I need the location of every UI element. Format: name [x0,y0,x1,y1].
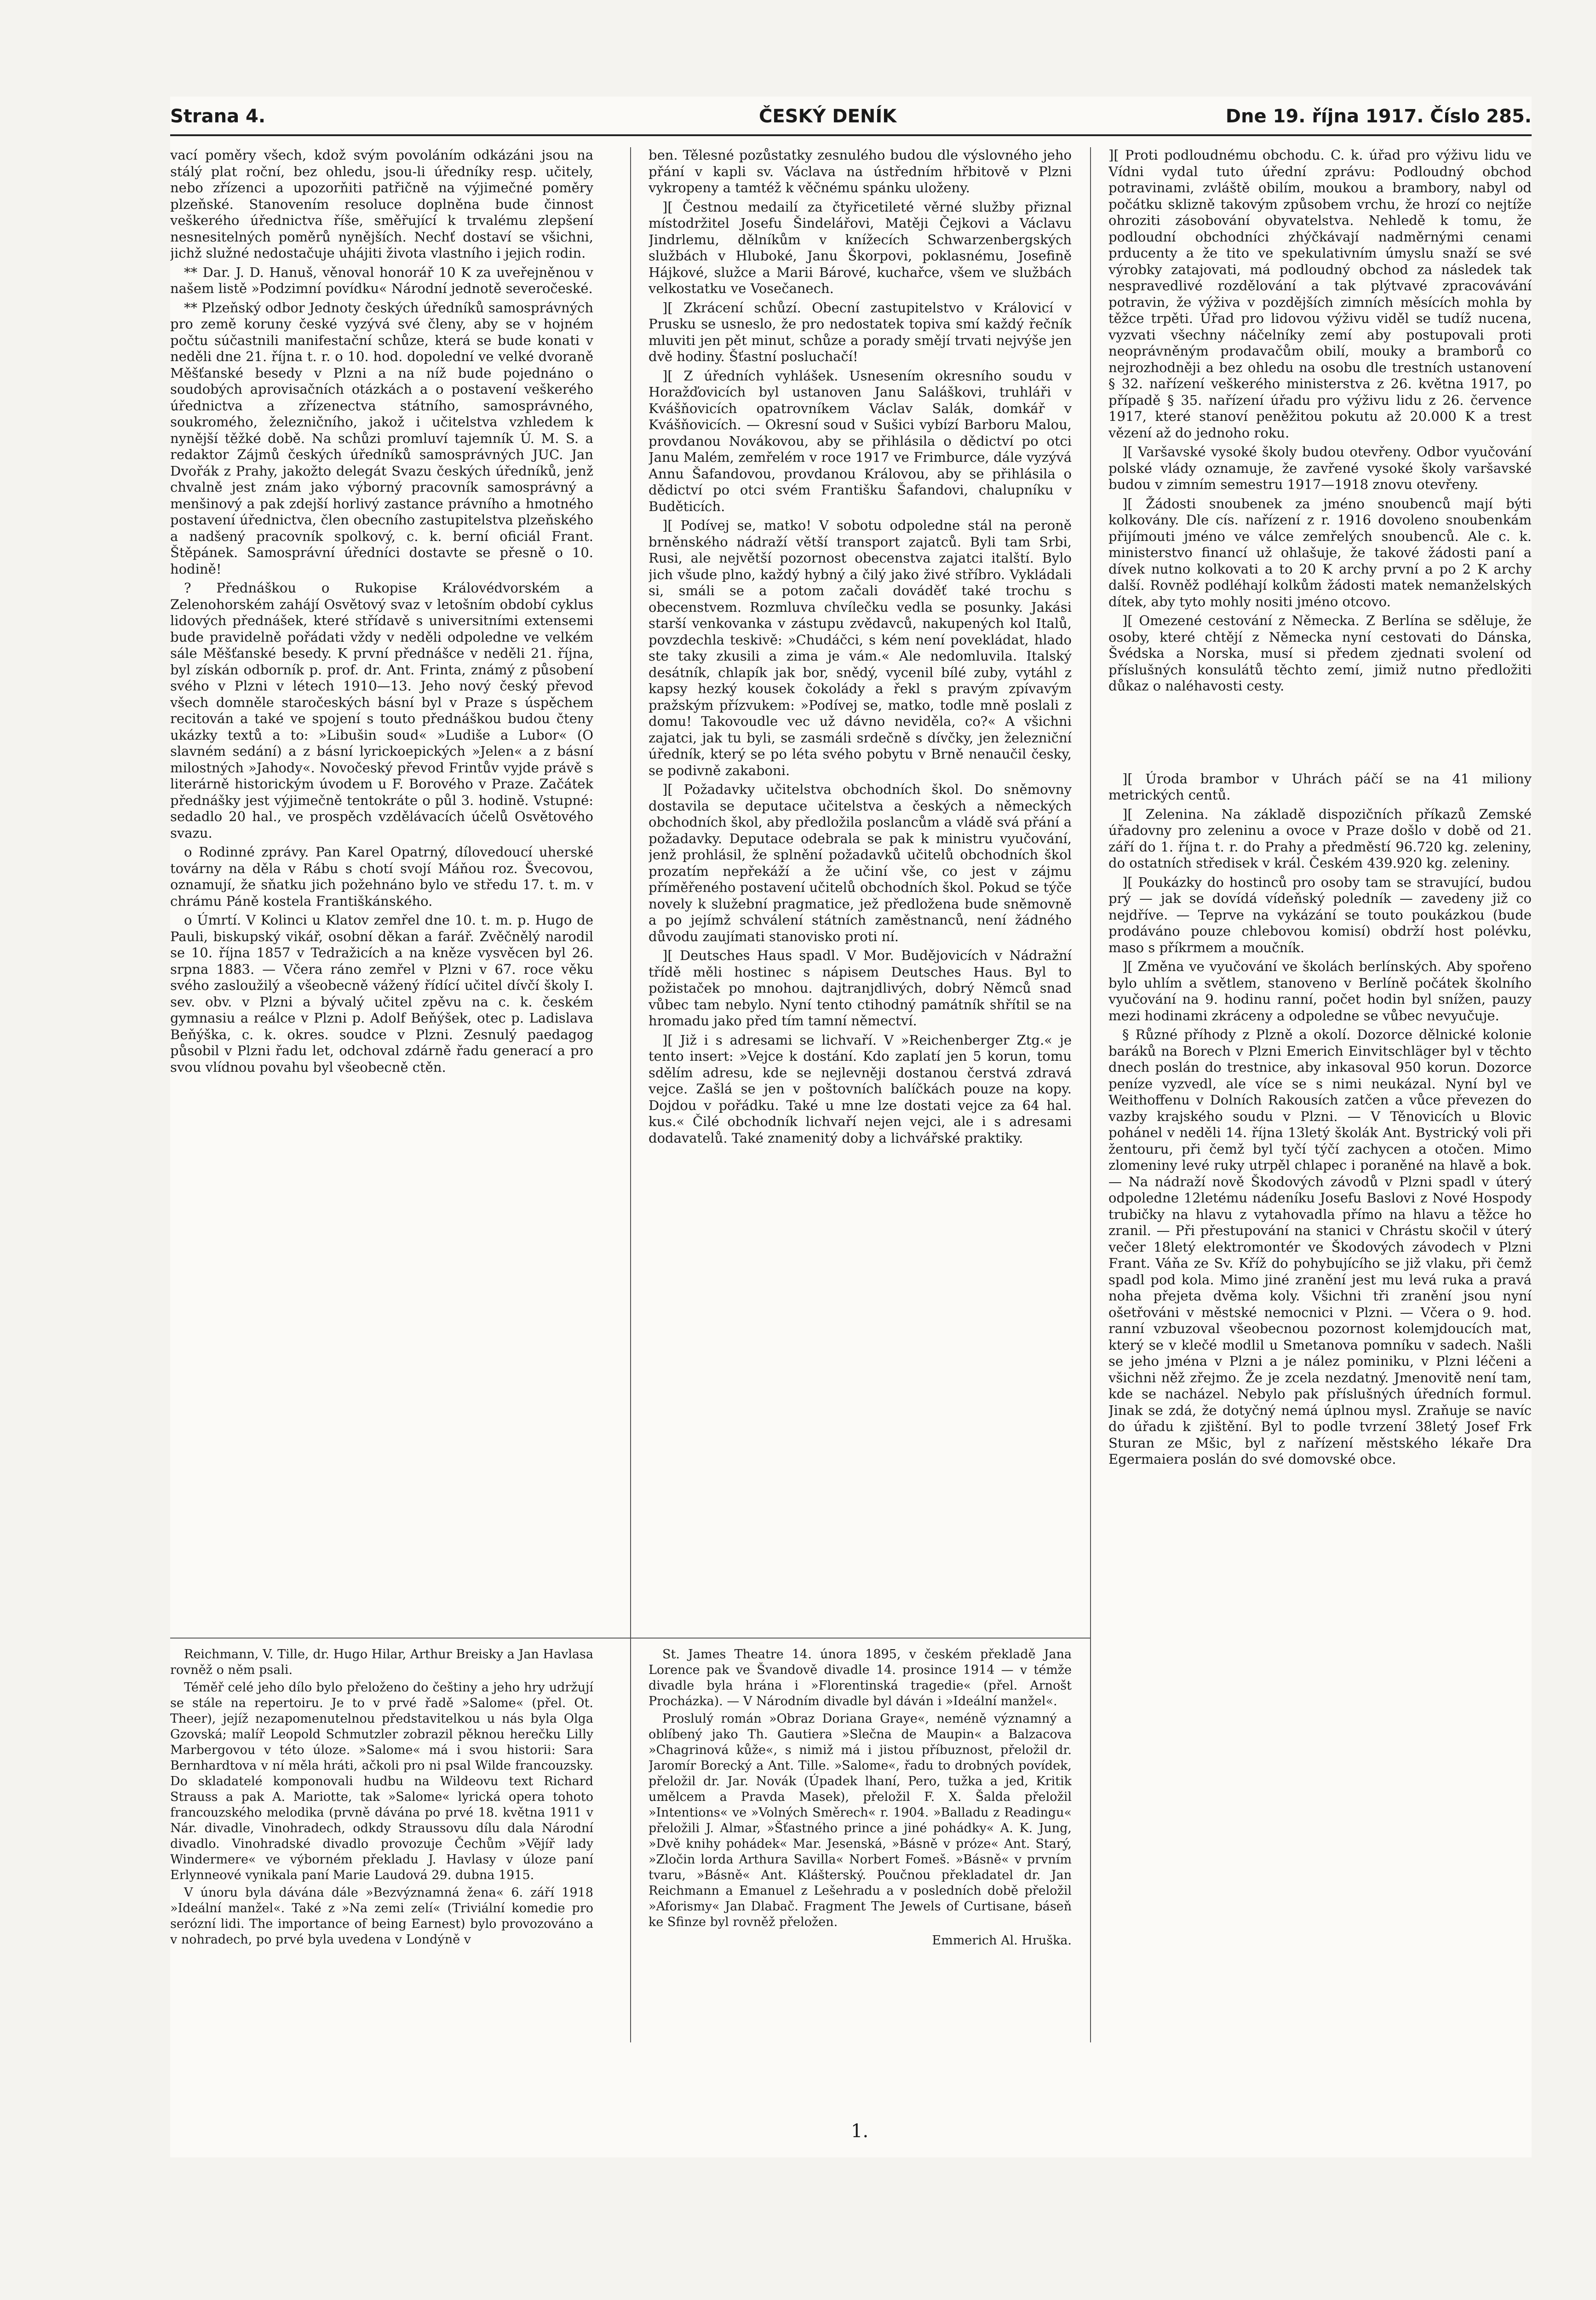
article: ][ Zkrácení schůzí. Obecní zastupitelstvo v Královicí v Prusku se usneslo, že pro nedostatek topiva smí každý řečník mluviti jen pět minut, schůze a porady smějí trvati nejvýše jen dvě hodiny. Šťastní posluchačí! [649,299,1072,364]
article: o Rodinné zprávy. Pan Karel Opatrný, dílovedoucí uherské továrny na děla v Rábu s chotí svojí Máňou roz. Švecovou, oznamují, že sňatku jich požehnáno bylo ve středu 17. t. m. v chrámu Páně kostela Františkánského. [170,844,593,909]
feuilleton-text: St. James Theatre 14. února 1895, v českém překladě Jana Lorence pak ve Švandově divadle 14. prosince 1914 — v témže divadle byla hrána i »Florentinská tragedie« (přel. Arnošt Procházka). — V Národním divadle byl dáván i »Ideální manžel«. [649,1647,1072,1708]
feuilleton-col-1 [170,1647,593,2121]
newspaper-page [170,97,1532,2157]
article: ** Plzeňský odbor Jednoty českých úředníků samosprávných pro země koruny české vyzývá své členy, aby se v hojném počtu súčastnili manifestační schůze, která se bude konati v neděli dne 21. října t. r. o 10. hod. dopolední ve velké dvoraně Měšťanské besedy v Plzni a na níž bude pojednáno o soudobých aprovisačních otázkách a o postavení veškerého úřednictva a zřízenectva státního, samosprávného, soukromého, železničního, jakož i učitelstva vzhledem k nynější těžké době. Na schůzi promluví tajemník Ú. M. S. a redaktor Zájmů českých úředníků samosprávných JUC. Jan Dvořák z Prahy, jakožto delegát Svazu českých úředníků, jenž chvalně jest znám jako výborný pracovník samosprávný a menšinový a pak zdejší horlivý zastance právního a hmotného postavení úřednictva, člen obecního zastupitelstva plzeňského a nadšený pracovník spolkový, c. k. berní oficiál Frant. Štěpánek. Samosprávní úředníci dostavte se přesně o 10. hodině! [170,299,593,577]
column-2 [649,147,1072,1661]
feuilleton-text: Proslulý román »Obraz Doriana Graye«, neméně významný a oblíbený jako Th. Gautiera »Slečna de Maupin« a Balzacova »Chagrinová kůže«, s nimiž má i jistou příbuznost, přeložil dr. Jaromír Borecký a Ant. Tille. »Salome«, řadu to drobných povídek, přeložil dr. Jar. Novák (Úpadek lhaní, Pero, tužka a jed, Kritik umělcem a Pravda Masek), přeložil F. X. Šalda přeložil »Intentions« ve »Volných Směrech« r. 1904. »Balladu z Readingu« přeložili J. Almar, »Šťastného prince a jiné pohádky« A. K. Jung, »Dvě knihy pohádek« Mar. Jesenská, »Básně v próze« Ant. Starý, »Zločin lorda Arthura Savilla« Norbert Fomeš. »Básně« v prvním tvaru, »Básně« Ant. Klášterský. Poučnou překladatel dr. Jan Reichmann a Emanuel z Lešehradu a v posledních době přeložil »Aforismy« Jan Dlabač. Fragment The Jewels of Curtisane, báseň ke Sfinze byl rovněž přeložen. [649,1712,1072,1929]
article: o Úmrtí. V Kolinci u Klatov zemřel dne 10. t. m. p. Hugo de Pauli, biskupský vikář, osobní děkan a farář. Zvěčnělý narodil se 10. října 1857 v Tedražicích a na kněze vysvěcen byl 26. srpna 1883. — Včera ráno zemřel v Plzni v 67. roce věku svého zasloužilý a všeobecně vážený řídící učitel dívčí školy I. sev. obv. v Plzni a bývalý učitel zpěvu na c. k. českém gymnasiu a reálce v Plzni p. Adolf Beňýšek, otec p. Ladislava Beňýška, c. k. okres. soudce v Plzni. Zesnulý paedagog působil v Plzni řadu let, odchoval zdárně řadu generací a pro svou vlídnou povahu byl všeobecně ctěn. [170,912,593,1075]
feuilleton-rule [170,1638,1090,1639]
article: vací poměry všech, kdož svým povoláním odkázáni jsou na stálý plat roční, bez ohledu, jsou-li úředníky resp. učitely, nebo zřízenci a upozorňiti patřičně na výjimečné poměry plzeňské. Stanovením resoluce doplněna bude činnost veškerého úřednictva říše, směřující k trvalému zlepšení nesnesitelných poměrů nynějších. Nechť dostaví se všichni, jichž služné nedostačuje uhájiti života vlastního i jejich rodin. [170,147,593,261]
article: ][ Již i s adresami se lichvaří. V »Reichenberger Ztg.« je tento insert: »Vejce k dostání. Kdo zaplatí jen 5 korun, tomu sdělím adresu, kde se nejlevněji dostanou čerstvá zdravá vejce. Zašlá se jen v poštovních balíčkách pouze na kopy. Dojdou v pořádku. Také u mne lze dostati vejce za 64 hal. kus.« Čilé obchodník lichvaří nejen vejci, ale i s adresami dodavatelů. Také znamenitý doby a lichvářské praktiky. [649,1032,1072,1146]
article: ][ Čestnou medailí za čtyřicetileté věrné služby přiznal místodržitel Josefu Šindelářovi, Matěji Čejkovi a Václavu Jindrlemu, dělníkům v knížecích Schwarzenbergských službách v Hluboké, Janu Škorpovi, poklasnému, Josefině Hájkové, služce a Marii Bárové, kuchařce, všem ve službách velkostatku ve Vosečanech. [649,199,1072,296]
header-rule [170,134,1532,136]
feuilleton-text: Reichmann, V. Tille, dr. Hugo Hilar, Arthur Breisky a Jan Havlasa rovněž o něm psali. [170,1647,593,1677]
article: ][ Podívej se, matko! V sobotu odpoledne stál na peroně brněnského nádraží větší transport zajatců. Byli tam Srbi, Rusi, ale největší pozornost obecenstva zajatci italští. Bylo jich všude plno, každý hybný a čilý jako živé stříbro. Vykládali si, smáli se a potom začali dováděť také trochu s obecenstvem. Rozmluva chvílečku vedla se posunky. Jakási starší venkovanka v zástupu zvědavců, nakupených kol Italů, povzdechla teskivě: »Chudáčci, s kém není povekládat, hlado ste taky zkusili a zima je vám.« Ale nedomluvila. Italský desátník, chlapík jak bor, snědý, vycenil bílé zuby, vytáhl z kapsy hezký kousek čokolády a řekl s pravým zpívavým pražským přízvukem: »Podívej se, matko, todle mně poslali z domu! Takovoudle vec už dávno neviděla, co?« A všichni zajatci, jak tu byli, se zasmáli srdečně s dívčky, jen železniční úředník, který se po léta svého pobytu v Brně nenaučil česky, se podivně zakaboni. [649,518,1072,778]
feuilleton-col-2 [649,1647,1072,2121]
feuilleton-text: Téměř celé jeho dílo bylo přeloženo do češtiny a jeho hry udržují se stále na repertoiru. Je to v prvé řadě »Salome« (přel. Ot. Theer), jejíž nezapomenutelnou představitelkou u nás byla Olga Gzovská; malíř Leopold Schmutzler zobrazil pěknou herečku Lilly Marbergovou v této úloze. »Salome« má i svou historii: Sara Bernhardtova v ní měla hráti, ačkoli pro ni psal Wilde francouzsky. Do skladatelé komponovali hudbu na Wildeovu text Richard Strauss a pak A. Mariotte, tak »Salome« lyrická opera tohoto francouzského melodika (prvně dávána po prvé 18. května 1911 v Nár. divadle, Vinohradech, odkdy Straussovu dílu dala Národní divadlo. Vinohradské divadlo provozuje Čechům »Vějíř lady Windermere« ve výborném překladu J. Havlasy v úloze paní Erlynneové vynikala paní Marie Laudová 29. dubna 1915. [170,1680,593,1882]
feuilleton-text: V únoru byla dávána dále »Bezvýznamná žena« 6. září 1918 »Ideální manžel«. Také z »Na zemi zelí« (Triviální komedie pro serózní lidi. The importance of being Earnest) bylo provozováno a v nohradech, po prvé byla uvedena v Londýně v [170,1886,593,1947]
article: ** Dar. J. D. Hanuš, věnoval honorář 10 K za uveřejněnou v našem listě »Podzimní povídku« Národní jednotě severočeské. [170,264,593,296]
date-issue: Dne 19. října 1917. Číslo 285. [1225,106,1532,127]
article: ? Přednáškou o Rukopise Královédvorském a Zelenohorském zahájí Osvětový svaz v letošním období cyklus lidových přednášek, které střídavě s universitními extensemi bude pravidelně pořádati vždy v neděli odpoledne ve velkém sále Měšťanské besedy. K první přednášce v neděli 21. října, byl získán odborník p. prof. dr. Ant. Frinta, známý z působení svého v Plzni v létech 1910—13. Jeho nový český převod všech domněle staročeských básní byl v Praze s úspěchem recitován a také ve spojení s touto přednáškou budou čteny ukázky textů a to: »Libušin soud« »Ludiše a Lubor« (O slavném sedání) a z básní lyrickoepických »Jelen« a z básní milostných »Jahody«. Novočeský převod Frintův vyjde právě s literárně historickým úvodem u F. Borového v Praze. Začátek přednášky jest výjimečně tentokráte o půl 3. hodině. Vstupné: sedadlo 20 hal., ve prospěch vzdělávacích účelů Osvětového svazu. [170,580,593,841]
page-number: 1. [851,2121,869,2142]
article: ben. Tělesné pozůstatky zesnulého budou dle výslovného jeho přání v kapli sv. Václava na ústředním hřbitově v Plzni vykropeny a tamtéž k věčnému spánku uloženy. [649,147,1072,196]
page-header [170,97,1532,133]
article: ][ Varšavské vysoké školy budou otevřeny. Odbor vyučování polské vlády oznamuje, že zavřené vysoké školy varšavské budou v zimním semestru 1917—1918 znovu otevřeny. [1108,444,1532,492]
article: ][ Úroda brambor v Uhrách páčí se na 41 miliony metrických centů. [1108,770,1532,803]
article: § Různé příhody z Plzně a okolí. Dozorce dělnické kolonie baráků na Borech v Plzni Emerich Einvitschläger byl v těchto dnech poslán do trestnice, aby inkasoval 950 korun. Dozorce peníze vyzvedl, ale více se s nimi neukázal. Nyní byl ve Weithoffenu v Dolních Rakousích zatčen a vůce převezen do vazby krajského soudu v Plzni. — V Těnovicích u Blovic pohánel v neděli 14. října 13letý školák Ant. Bystrický voli při žentouru, při čemž byl tyčí týčí zachycen a otočen. Mimo zlomeniny levé ruky utrpěl chlapec i poraněné na hlavě a bok. — Na nádraží nově Škodových závodů v Plzni spadl v úterý odpoledne 12letému nádeníku Josefu Baslovi z Nové Hospody trubičky na hlavu z vytahovadla přímo na hlavu a těžce ho zranil. — Při přestupování na stanici v Chrástu skočil v úterý večer 18letý elektromontér ve Škodových závodech v Plzni Frant. Váňa ze Sv. Kříž do pohybujícího se již vlaku, při čemž spadl pod kola. Mimo jiné zranění jest mu levá ruka a pravá noha přejeta dvěma koly. Všichni tři zranění jsou nyní ošetřováni v městské nemocnici v Plzni. — Včera o 9. hod. ranní vzbuzoval všeobecnou pozornost kolemjdoucích mat, který se v klečé modlil u Smetanova pomníku v sadech. Našli se jeho jména v Plzni a je nález pominiku, v Plzni léčeni a všichni něž zřejmo. Že je zcela nezdatný. Jmenovitě není tam, kde se nacházel. Nebylo pak příslušných úředních formul. Jinak se zdá, že dotyčný nemá úplnou mysl. Zraňuje se navíc do úřadu k zjištění. Byl to podle tvrzení 38letý Josef Frk Sturan ze Mšic, byl z nařízení městského lékaře Dra Egermaiera poslán do své domovské obce. [1108,1027,1532,1467]
column-3 [1108,147,1532,2079]
author-signature: Emmerich Al. Hruška. [932,1933,1072,1948]
article: ][ Z úředních vyhlášek. Usnesením okresního soudu v Horažďovicích byl ustanoven Janu Saláškovi, truhláři v Kvášňovicích opatrovníkem Václav Salák, domkář v Kvášňovicích. — Okresní soud v Sušici vybízí Barboru Malou, provdanou Novákovou, aby se přihlásila o dědictví po otci Janu Malém, zemřelém v roce 1917 ve Frimburce, dále vyzývá Annu Šafandovou, provdanou Královou, aby se přihlásila o dědictví po otci svém Františku Šafandovi, chalupníku v Buděticích. [649,368,1072,514]
page-label: Strana 4. [170,106,266,127]
article: ][ Omezené cestování z Německa. Z Berlína se sděluje, že osoby, které chtějí z Německa nyní cestovati do Dánska, Švédska a Norska, musí si předem zjednati svolení od příslušných konsulátů těchto zemí, jimiž nutno předložiti důkaz o naléhavosti cesty. [1108,613,1532,694]
blank-space [1108,697,1532,771]
article: ][ Proti podloudnému obchodu. C. k. úřad pro výživu lidu ve Vídni vydal tuto úřední zprávu: Podloudný obchod potravinami, zvláště obilím, moukou a brambory, nabyl od počátku sklizně takovým způsobem vrchu, že hrozí co nejtíže ohroziti zásobování obyvatelstva. Nehledě k tomu, že podloudní obchodníci zhýčkávají nadměrnými cenami prducenty a že tito ve spekulativním úmyslu snaží se své výrobky zatajovati, má podloudný obchod za následek tak nespravedlivé rozdělování a tak plýtvavé zpracovávání potravin, že výživa v pozdějších zimních měsících mohla by těžce trpěti. Úřad pro lidovou výživu viděl se tudíž nucena, vyzvati všechny náčelníky zemí aby postupovali proti neoprávněným prodavačům obilí, mouky a bramborů co nejrozhodněji a bez ohledu na osobu dle trestních ustanovení § 32. nařízení veškerého ministerstva z 26. května 1917, po případě § 35. nařízení úřadu pro výživu lidu z 26. července 1917, které stanoví peněžitou pokutu až 20.000 K a trest vězení až do jednoho roku. [1108,147,1532,441]
article: ][ Žádosti snoubenek za jméno snoubenců mají býti kolkovány. Dle cís. nařízení z r. 1916 dovoleno snoubenkám přijímouti jméno ve válce zemřelých snoubenců. Ale c. k. ministerstvo financí už ohlašuje, že takové žádosti paní a dívek nutno kolkovati a to 20 K archy první a po 2 K archy další. Rovněž podléhají kolkům žádosti matek nemanželských dítek, aby tyto mohly nositi jméno otcovo. [1108,495,1532,610]
paper-title: ČESKÝ DENÍK [759,106,897,127]
article: ][ Požadavky učitelstva obchodních škol. Do sněmovny dostavila se deputace učitelstva a českých a německých obchodních škol, aby předložila poslancům a vládě svá přání a požadavky. Deputace odebrala se pak k ministru vyučování, jenž prohlásil, že splnění požadavků učitelů obchodních škol prozatím nepřekáží a že učiní vše, co jest v zájmu příměřeného postavení učitelů obchodních škol. Pokud se týče novely k služební pragmatice, jež předložena bude sněmovně a po jejímž schválení státních zaměstnanců, není žádného důvodu zaujímati stanovisko proti ní. [649,782,1072,944]
article: ][ Poukázky do hostinců pro osoby tam se stravující, budou prý — jak se dovídá vídeňský poledník — zavedeny již co nejdříve. — Teprve na vykázání se touto poukázkou (bude prodáváno pouze chlebovou komisí) obdrží host polévku, maso s příkrmem a moučník. [1108,874,1532,955]
article: ][ Změna ve vyučování ve školách berlínských. Aby spořeno bylo uhlím a světlem, stanoveno v Berlíně počátek školního vyučování na 9. hodinu ranní, počet hodin byl snížen, pauzy mezi hodinami zkráceny a odpoledne se vůbec nevyučuje. [1108,959,1532,1024]
column-divider [630,147,631,2042]
column-1 [170,147,593,1661]
article: ][ Zelenina. Na základě dispozičních příkazů Zemské úřadovny pro zeleninu a ovoce v Praze došlo v době od 21. září do 1. října t. r. do Prahy a předměstí 96.720 kg. zeleniny, do ostatních středisek v král. Českém 439.920 kg. zeleniny. [1108,806,1532,871]
column-divider [1090,147,1091,2042]
article: ][ Deutsches Haus spadl. V Mor. Budějovicích v Nádražní třídě měli hostinec s nápisem Deutsches Haus. Byl to požistaček po mnohou. dajtranjdlivých, dobrý Němců snad vůbec tam nebylo. Nyní tento ctihodný památník shřítil se na hromadu jako před tím tamní němectví. [649,948,1072,1029]
